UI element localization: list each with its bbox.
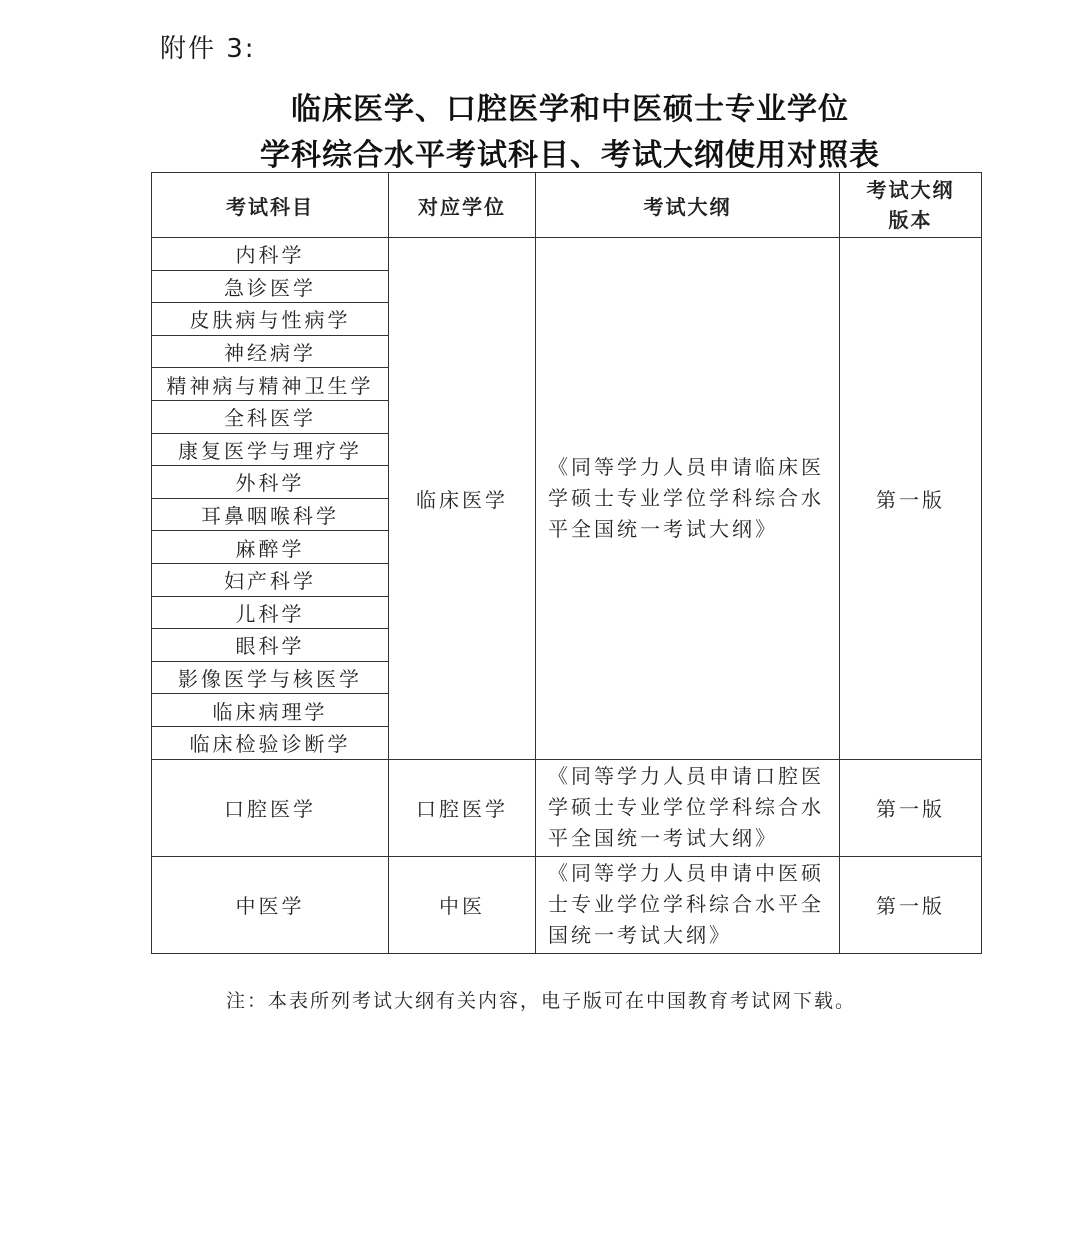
subject-cell: 全科医学 bbox=[152, 400, 389, 433]
subject-cell: 康复医学与理疗学 bbox=[152, 433, 389, 466]
subject-cell: 外科学 bbox=[152, 466, 389, 499]
header-version-line2: 版本 bbox=[888, 208, 933, 232]
header-degree: 对应学位 bbox=[389, 173, 536, 238]
syllabus-cell: 《同等学力人员申请临床医学硕士专业学位学科综合水平全国统一考试大纲》 bbox=[536, 238, 840, 760]
table-header-row bbox=[152, 173, 982, 238]
attachment-label: 附件 3: bbox=[160, 34, 256, 64]
subject-cell: 神经病学 bbox=[152, 335, 389, 368]
table-body bbox=[152, 238, 982, 954]
footnote: 注：本表所列考试大纲有关内容，电子版可在中国教育考试网下载。 bbox=[226, 990, 857, 1012]
header-subject: 考试科目 bbox=[152, 173, 389, 238]
version-cell: 第一版 bbox=[840, 759, 982, 856]
subject-cell: 口腔医学 bbox=[152, 759, 389, 856]
table-row bbox=[152, 238, 982, 271]
subject-cell: 内科学 bbox=[152, 238, 389, 271]
version-cell: 第一版 bbox=[840, 238, 982, 760]
subject-cell: 儿科学 bbox=[152, 596, 389, 629]
document-title-line2: 学科综合水平考试科目、考试大纲使用对照表 bbox=[260, 138, 880, 173]
version-cell: 第一版 bbox=[840, 856, 982, 953]
subject-cell: 眼科学 bbox=[152, 629, 389, 662]
subject-cell: 临床病理学 bbox=[152, 694, 389, 727]
degree-cell: 临床医学 bbox=[389, 238, 536, 760]
header-version bbox=[840, 173, 982, 238]
header-version-line1: 考试大纲 bbox=[866, 178, 955, 202]
exam-syllabus-table bbox=[151, 172, 982, 954]
subject-cell: 影像医学与核医学 bbox=[152, 661, 389, 694]
degree-cell: 中医 bbox=[389, 856, 536, 953]
document-title-line1: 临床医学、口腔医学和中医硕士专业学位 bbox=[291, 92, 849, 127]
subject-cell: 皮肤病与性病学 bbox=[152, 303, 389, 336]
header-syllabus: 考试大纲 bbox=[536, 173, 840, 238]
subject-cell: 妇产科学 bbox=[152, 563, 389, 596]
syllabus-cell: 《同等学力人员申请口腔医学硕士专业学位学科综合水平全国统一考试大纲》 bbox=[536, 759, 840, 856]
subject-cell: 中医学 bbox=[152, 856, 389, 953]
subject-cell: 临床检验诊断学 bbox=[152, 726, 389, 759]
subject-cell: 精神病与精神卫生学 bbox=[152, 368, 389, 401]
table-row bbox=[152, 856, 982, 953]
subject-cell: 耳鼻咽喉科学 bbox=[152, 498, 389, 531]
degree-cell: 口腔医学 bbox=[389, 759, 536, 856]
subject-cell: 麻醉学 bbox=[152, 531, 389, 564]
table-row bbox=[152, 759, 982, 856]
syllabus-cell: 《同等学力人员申请中医硕士专业学位学科综合水平全国统一考试大纲》 bbox=[536, 856, 840, 953]
subject-cell: 急诊医学 bbox=[152, 270, 389, 303]
